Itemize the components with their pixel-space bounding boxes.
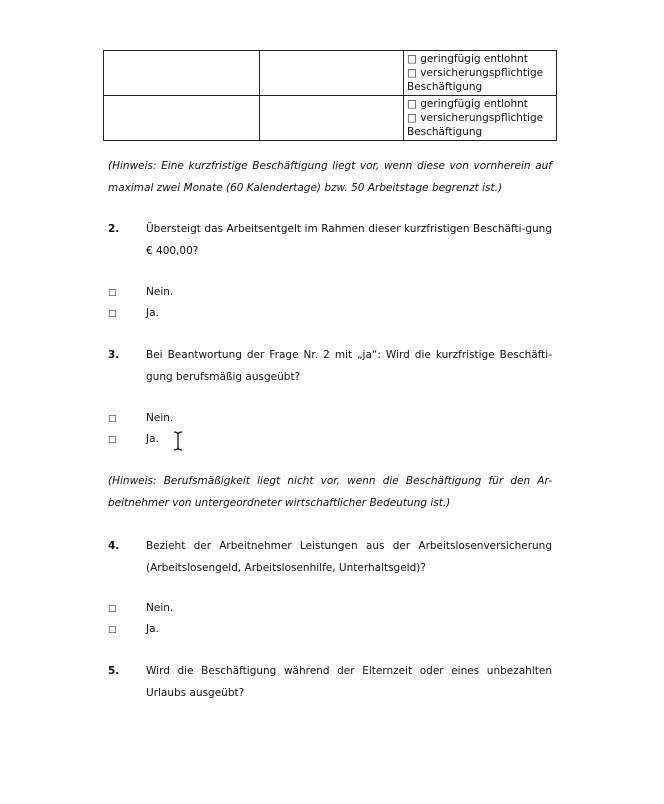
question-number: 3.: [108, 349, 120, 361]
answer-label: Nein.: [146, 602, 174, 614]
table-cell-empty[interactable]: [260, 51, 404, 96]
table-cell-options: [404, 51, 557, 96]
table-row: [104, 96, 557, 141]
question-text: Übersteigt das Arbeitsentgelt im Rahmen dieser kurzfristigen Beschäfti-gung € 400,00?: [146, 223, 552, 257]
option-geringfuegig[interactable]: □ geringfügig entlohnt: [407, 53, 528, 65]
checkbox-icon[interactable]: □: [108, 414, 117, 424]
hint-note-1: (Hinweis: Eine kurzfristige Beschäftigung liegt vor, wenn diese von vornherein auf maximal zwei Monate (60 Kalendertage) bzw. 50 Arbeitstage begrenzt ist.): [108, 160, 552, 194]
question-text: Bei Beantwortung der Frage Nr. 2 mit „ja“: Wird die kurzfristige Beschäfti-gung berufsmäßig ausgeübt?: [146, 349, 552, 383]
answer-option-nein[interactable]: [108, 282, 173, 304]
checkbox-icon[interactable]: □: [108, 288, 117, 298]
answer-option-nein[interactable]: [108, 598, 173, 620]
checkbox-icon[interactable]: □: [108, 604, 117, 614]
table-row: [104, 51, 557, 96]
question-2: [108, 218, 552, 262]
text-cursor-icon: [173, 431, 183, 451]
question-text: Wird die Beschäftigung während der Elternzeit oder eines unbezahlten Urlaubs ausgeübt?: [146, 665, 552, 699]
question-4: [108, 535, 552, 579]
answer-label: Ja.: [146, 307, 159, 319]
option-geringfuegig[interactable]: □ geringfügig entlohnt: [407, 98, 528, 110]
employment-table: [103, 50, 557, 141]
checkbox-icon[interactable]: □: [108, 435, 117, 445]
answer-label: Ja.: [146, 433, 159, 445]
answer-option-nein[interactable]: [108, 408, 173, 430]
answer-option-ja[interactable]: [108, 619, 159, 641]
table-cell-empty[interactable]: [104, 51, 260, 96]
question-number: 2.: [108, 223, 120, 235]
question-3: [108, 344, 552, 388]
answer-label: Nein.: [146, 412, 174, 424]
option-versicherungspflichtig[interactable]: □ versicherungspflichtige Beschäftigung: [407, 67, 544, 93]
question-text: Bezieht der Arbeitnehmer Leistungen aus der Arbeitslosenversicherung (Arbeitslosengeld, Arbeitslosenhilfe, Unterhaltsgeld)?: [146, 540, 552, 574]
table-cell-empty[interactable]: [104, 96, 260, 141]
answer-option-ja[interactable]: [108, 303, 159, 325]
table-cell-empty[interactable]: [260, 96, 404, 141]
checkbox-icon[interactable]: □: [108, 625, 117, 635]
answer-label: Ja.: [146, 623, 159, 635]
answer-option-ja[interactable]: [108, 429, 159, 451]
hint-note-2: (Hinweis: Berufsmäßigkeit liegt nicht vor, wenn die Beschäftigung für den Ar-beitnehmer von untergeordneter wirtschaftlicher Bedeutung ist.): [108, 475, 552, 509]
question-5: [108, 660, 552, 704]
question-number: 4.: [108, 540, 120, 552]
question-number: 5.: [108, 665, 120, 677]
table-cell-options: [404, 96, 557, 141]
option-versicherungspflichtig[interactable]: □ versicherungspflichtige Beschäftigung: [407, 112, 544, 138]
checkbox-icon[interactable]: □: [108, 309, 117, 319]
answer-label: Nein.: [146, 286, 174, 298]
